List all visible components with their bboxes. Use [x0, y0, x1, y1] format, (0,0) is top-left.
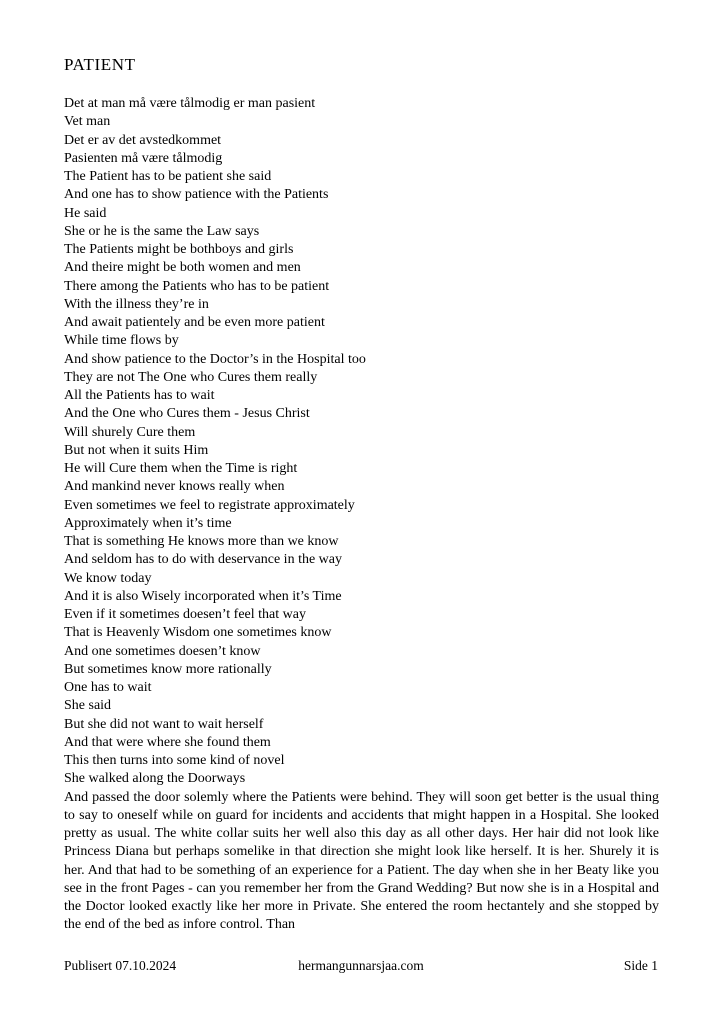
poem-line: But sometimes know more rationally [64, 661, 272, 677]
poem-line: And that were where she found them [64, 734, 271, 750]
poem-line: And seldom has to do with deservance in the way [64, 552, 342, 568]
footer-published-date: Publisert 07.10.2024 [64, 958, 177, 973]
poem-line: Det at man må være tålmodig er man pasient [64, 96, 316, 111]
poem-line: There among the Patients who has to be patient [64, 278, 330, 294]
poem-line: But not when it suits Him [64, 442, 209, 458]
poem-line: And mankind never knows really when [64, 479, 285, 495]
page-title: PATIENT [64, 55, 136, 74]
poem-line: And one sometimes doesen’t know [64, 643, 261, 659]
poem-line: That is something He knows more than we know [64, 534, 339, 549]
poem-line: Vet man [64, 114, 111, 130]
poem-line: With the illness they’re in [64, 296, 209, 312]
poem-line: This then turns into some kind of novel [64, 753, 285, 768]
poem-line: Approximately when it’s time [64, 515, 232, 531]
poem-line: And show patience to the Doctor’s in the Hospital too [64, 351, 366, 367]
poem-line: The Patient has to be patient she said [64, 169, 272, 184]
poem-line: She walked along the Doorways [64, 771, 246, 787]
poem-line: That is Heavenly Wisdom one sometimes know [64, 625, 332, 641]
poem-line: And the One who Cures them - Jesus Christ [64, 406, 310, 422]
poem-line: Det er av det avstedkommet [64, 132, 222, 148]
poem-line: He said [64, 205, 107, 221]
poem-line: But she did not want to wait herself [64, 716, 264, 732]
page-footer [64, 957, 658, 974]
poem-line: Will shurely Cure them [64, 424, 196, 440]
poem-line: And it is also Wisely incorporated when it’s Time [64, 588, 342, 604]
footer-page-number: Side 1 [623, 958, 658, 973]
poem-line: Pasienten må være tålmodig [64, 150, 223, 166]
poem-line: And theire might be both women and men [64, 260, 301, 276]
poem-line: One has to wait [64, 680, 152, 695]
poem-line: They are not The One who Cures them really [64, 369, 318, 385]
poem-line: Even sometimes we feel to registrate approximately [64, 497, 355, 513]
poem [64, 95, 659, 789]
poem-line: The Patients might be bothboys and girls [64, 242, 294, 257]
poem-line: And one has to show patience with the Patients [64, 187, 329, 203]
footer-site-url: hermangunnarsjaa.com [298, 958, 424, 973]
poem-line: She said [64, 698, 112, 714]
poem-line: He will Cure them when the Time is right [64, 461, 298, 476]
poem-line: While time flows by [64, 333, 179, 349]
poem-line: She or he is the same the Law says [64, 223, 260, 239]
poem-line: And await patientely and be even more patient [64, 315, 325, 330]
document-content [64, 55, 659, 935]
poem-line: All the Patients has to wait [64, 388, 215, 403]
prose-paragraph: And passed the door solemly where the Patients were behind. They will soon get better is the usual thing to say to oneself while on guard for incidents and accidents that might happen in a Hospital. She looked pretty as usual. The white collar suits her well also this day as all other days. Her hair did not look like Princess Diana but perhaps somelike in that direction she might look like herself. It is her. Shurely it is her. And that had to be something of an experience for a Patient. The day when she in her Beaty like you see in the front Pages - can you remember her from the Grand Wedding? But now she is in a Hospital and the Doctor looked exactly like her more in Private. She entered the room hectantely and she stopped by the end of the bed as infore control. Than [64, 789, 659, 933]
poem-line: Even if it sometimes doesen’t feel that way [64, 607, 306, 622]
poem-line: We know today [64, 570, 152, 586]
